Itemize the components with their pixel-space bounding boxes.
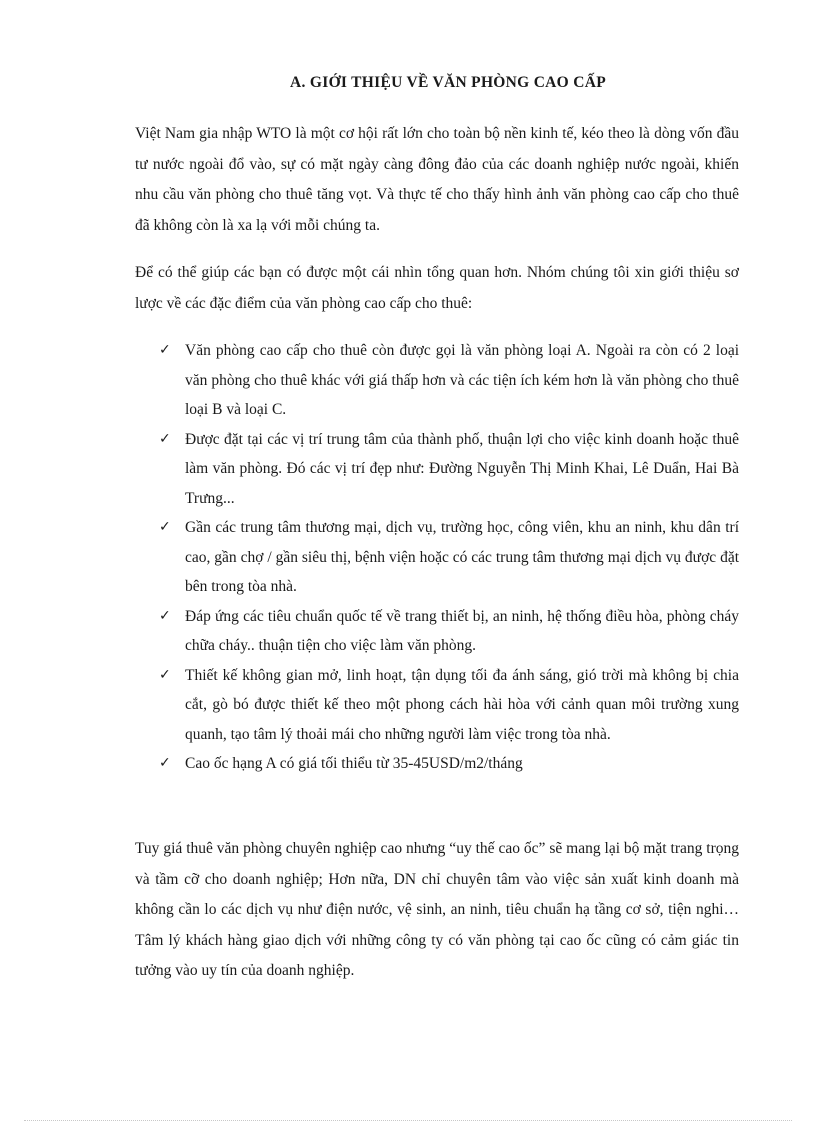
feature-list [0, 336, 816, 779]
list-item-text: Được đặt tại các vị trí trung tâm của thành phố, thuận lợi cho việc kinh doanh hoặc thuê làm văn phòng. Đó các vị trí đẹp như: Đường Nguyễn Thị Minh Khai, Lê Duẩn, Hai Bà Trưng... [185, 430, 739, 507]
list-item-text: Văn phòng cao cấp cho thuê còn được gọi là văn phòng loại A. Ngoài ra còn có 2 loại văn phòng cho thuê khác với giá thấp hơn và các tiện ích kém hơn là văn phòng cho thuê loại B và loại C. [185, 342, 739, 418]
checkmark-icon: ✓ [159, 342, 171, 358]
intro-paragraph: Việt Nam gia nhập WTO là một cơ hội rất lớn cho toàn bộ nền kinh tế, kéo theo là dòng vốn đầu tư nước ngoài đổ vào, sự có mặt ngày càng đông đảo của các doanh nghiệp nước ngoài, khiến nhu cầu văn phòng cho thuê tăng vọt. Và thực tế cho thấy hình ảnh văn phòng cao cấp cho thuê đã không còn là xa lạ với mỗi chúng ta. [135, 125, 739, 234]
checkmark-icon: ✓ [159, 755, 171, 771]
checkmark-icon: ✓ [159, 607, 171, 624]
list-item [0, 336, 816, 425]
list-item [0, 513, 816, 602]
checkmark-icon: ✓ [159, 430, 171, 447]
list-item [0, 602, 816, 661]
checkmark-icon: ✓ [159, 519, 171, 535]
list-item-text: Thiết kế không gian mở, linh hoạt, tận dụng tối đa ánh sáng, gió trời mà không bị chia cắt, gò bó được thiết kế theo một phong cách hài hòa với cảnh quan môi trường xung quanh, tạo tâm lý thoải mái cho những người làm việc trong tòa nhà. [185, 666, 739, 743]
list-item [0, 749, 816, 779]
list-item-text: Gần các trung tâm thương mại, dịch vụ, trường học, công viên, khu an ninh, khu dân trí cao, gần chợ / gần siêu thị, bệnh viện hoặc có các trung tâm thương mại dịch vụ được đặt bên trong tòa nhà. [185, 519, 739, 595]
page-title: A. GIỚI THIỆU VỀ VĂN PHÒNG CAO CẤP [290, 74, 606, 91]
checkmark-icon: ✓ [159, 666, 171, 683]
lead-paragraph: Để có thể giúp các bạn có được một cái nhìn tổng quan hơn. Nhóm chúng tôi xin giới thiệu sơ lược về các đặc điểm của văn phòng cao cấp cho thuê: [135, 264, 739, 312]
list-item-text: Cao ốc hạng A có giá tối thiểu từ 35-45USD/m2/tháng [185, 755, 523, 772]
page-divider [24, 1120, 792, 1121]
closing-paragraph: Tuy giá thuê văn phòng chuyên nghiệp cao nhưng “uy thế cao ốc” sẽ mang lại bộ mặt trang trọng và tầm cỡ cho doanh nghiệp; Hơn nữa, DN chỉ chuyên tâm vào việc sản xuất kinh doanh mà không cần lo các dịch vụ như điện nước, vệ sinh, an ninh, tiêu chuẩn hạ tầng cơ sở, tiện nghi… Tâm lý khách hàng giao dịch với những công ty có văn phòng tại cao ốc cũng có cảm giác tin tưởng vào uy tín của doanh nghiệp. [135, 840, 739, 979]
list-item-text: Đáp ứng các tiêu chuẩn quốc tế về trang thiết bị, an ninh, hệ thống điều hòa, phòng cháy chữa cháy.. thuận tiện cho việc làm văn phòng. [185, 607, 739, 654]
list-item [0, 425, 816, 514]
list-item [0, 661, 816, 750]
